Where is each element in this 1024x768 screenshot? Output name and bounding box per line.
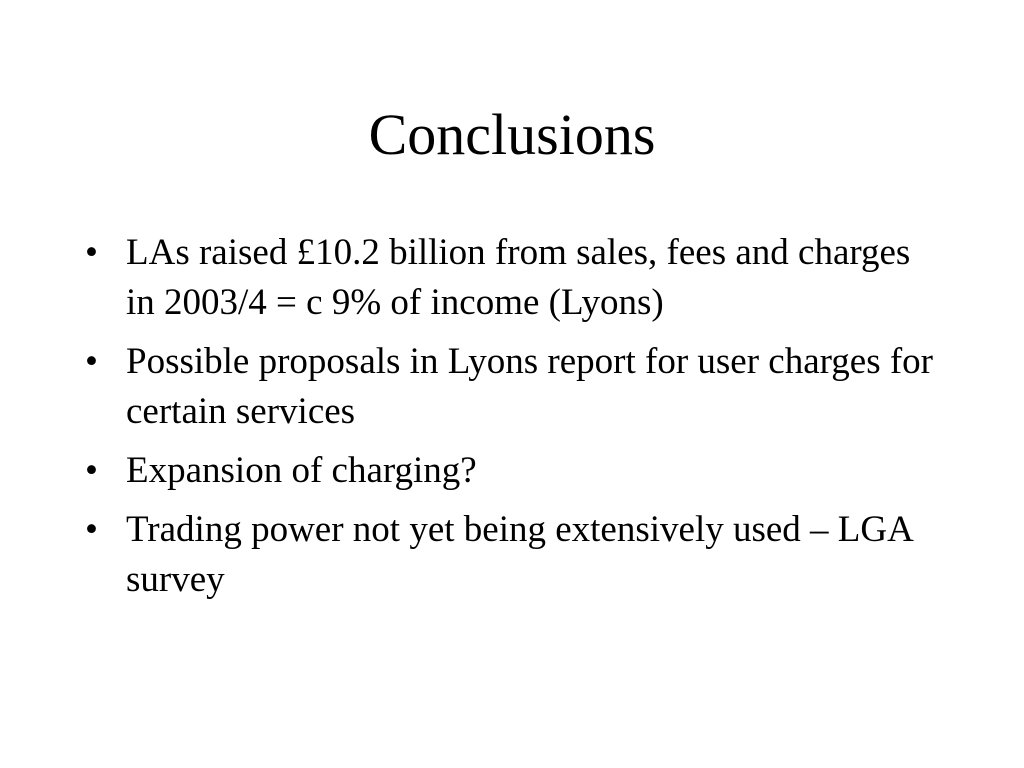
bullet-point-icon: • xyxy=(85,232,98,273)
bullet-point-icon: • xyxy=(85,341,98,382)
bullet-text: LAs raised £10.2 billion from sales, fees and charges in 2003/4 = c 9% of income (Lyons) xyxy=(126,232,911,323)
slide-title: Conclusions xyxy=(368,102,656,167)
bullet-text: Possible proposals in Lyons report for user charges for certain services xyxy=(126,341,934,432)
bullet-point-icon: • xyxy=(85,450,98,491)
bullet-text: Expansion of charging? xyxy=(126,450,477,491)
bullet-list xyxy=(85,228,945,614)
bullet-item xyxy=(85,337,945,437)
bullet-item xyxy=(85,228,945,328)
bullet-item xyxy=(85,446,945,496)
bullet-text: Trading power not yet being extensively used – LGA survey xyxy=(126,509,912,600)
bullet-point-icon: • xyxy=(85,509,98,550)
bullet-item xyxy=(85,505,945,605)
